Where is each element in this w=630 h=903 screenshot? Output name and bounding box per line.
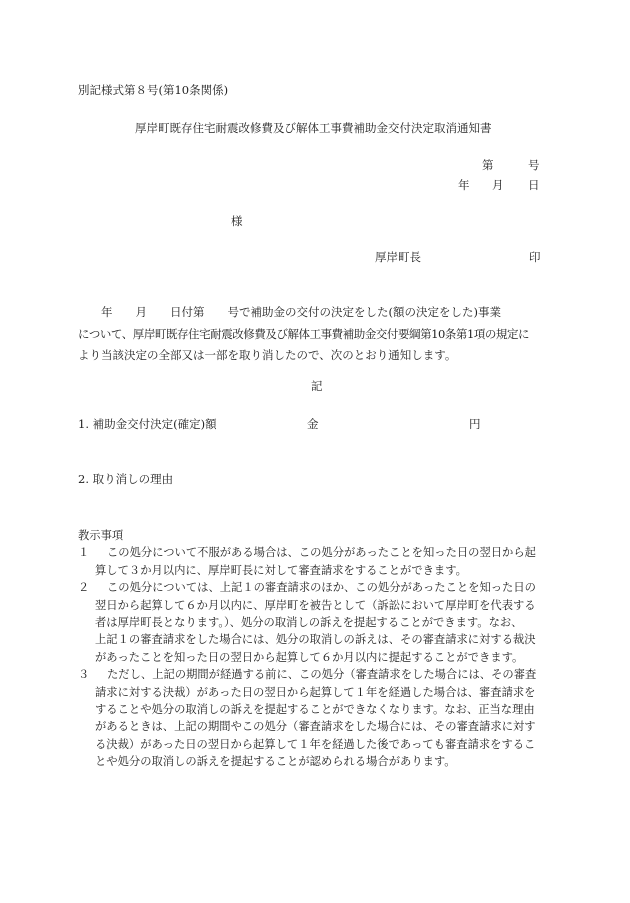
date-month: 月 xyxy=(492,178,504,192)
note-line: があったことを知った日の翌日から起算して６か月以内に提起することができます。 xyxy=(95,650,524,664)
note-line: この処分について不服がある場合は、この処分があったことを知った日の翌日から起 xyxy=(107,546,536,560)
note-line: 翌日から起算して６か月以内に、厚岸町を被告として（訴訟において厚岸町を代表する xyxy=(95,598,536,612)
note-number: ３ xyxy=(78,668,90,682)
issuer-name: 厚岸町長 xyxy=(375,250,421,264)
ki-heading: 記 xyxy=(311,379,323,393)
date-year: 年 xyxy=(458,178,470,192)
item1-yen: 円 xyxy=(469,417,481,431)
addressee-suffix: 様 xyxy=(231,214,243,228)
body-line: について、厚岸町既存住宅耐震改修費及び解体工事費補助金交付要綱第10条第1項の規定に xyxy=(78,326,530,341)
note-line: 請求に対する決裁）があった日の翌日から起算して１年を経過した場合は、審査請求を xyxy=(95,685,536,699)
body-paragraph xyxy=(78,302,552,367)
item2-label: 2. 取り消しの理由 xyxy=(78,472,174,486)
note-number: ２ xyxy=(78,581,90,595)
notes-heading: 教示事項 xyxy=(78,529,124,542)
note-line: 者は厚岸町長となります。）、処分の取消しの訴えを提起することができます。なお、 xyxy=(95,616,523,630)
note-item xyxy=(78,666,556,770)
body-line: より当該決定の全部又は一部を取り消したので、次のとおり通知します。 xyxy=(78,348,457,362)
issuer-seal: 印 xyxy=(529,250,541,264)
note-line: とや処分の取消しの訴えを提起することが認められる場合があります。 xyxy=(95,755,456,769)
body-line: 年 月 日付第 号で補助金の交付の決定をした(額の決定をした)事業 xyxy=(78,305,501,319)
note-line: この処分については、上記１の審査請求のほか、この処分があったことを知った日の xyxy=(107,581,536,595)
date-day: 日 xyxy=(528,178,540,192)
note-line: ただし、上記の期間が経過する前に、この処分（審査請求をした場合には、その審査 xyxy=(107,668,537,682)
note-number: １ xyxy=(78,546,90,560)
note-line: 上記１の審査請求をした場合には、処分の取消しの訴えは、その審査請求に対する裁決 xyxy=(95,633,536,647)
note-line: 算して３か月以内に、厚岸町長に対して審査請求をすることができます。 xyxy=(95,563,467,577)
form-number: 別記様式第８号(第10条関係) xyxy=(78,83,229,97)
note-line: る決裁）があった日の翌日から起算して１年を経過した後であっても審査請求をするこ xyxy=(95,737,536,751)
note-item xyxy=(78,579,556,666)
doc-number-dai: 第 xyxy=(482,158,494,172)
note-line: があるときは、上記の期間やこの処分（審査請求をした場合には、その審査請求に対す xyxy=(95,720,536,734)
document-title: 厚岸町既存住宅耐震改修費及び解体工事費補助金交付決定取消通知書 xyxy=(135,121,492,135)
item1-label: 1. 補助金交付決定(確定)額 xyxy=(78,417,217,431)
item1-kin: 金 xyxy=(307,417,319,431)
doc-number-go: 号 xyxy=(528,158,540,172)
note-item xyxy=(78,544,556,579)
note-line: することや処分の取消しの訴えを提起することができなくなります。なお、正当な理由 xyxy=(95,703,535,717)
notes-section xyxy=(78,527,556,771)
